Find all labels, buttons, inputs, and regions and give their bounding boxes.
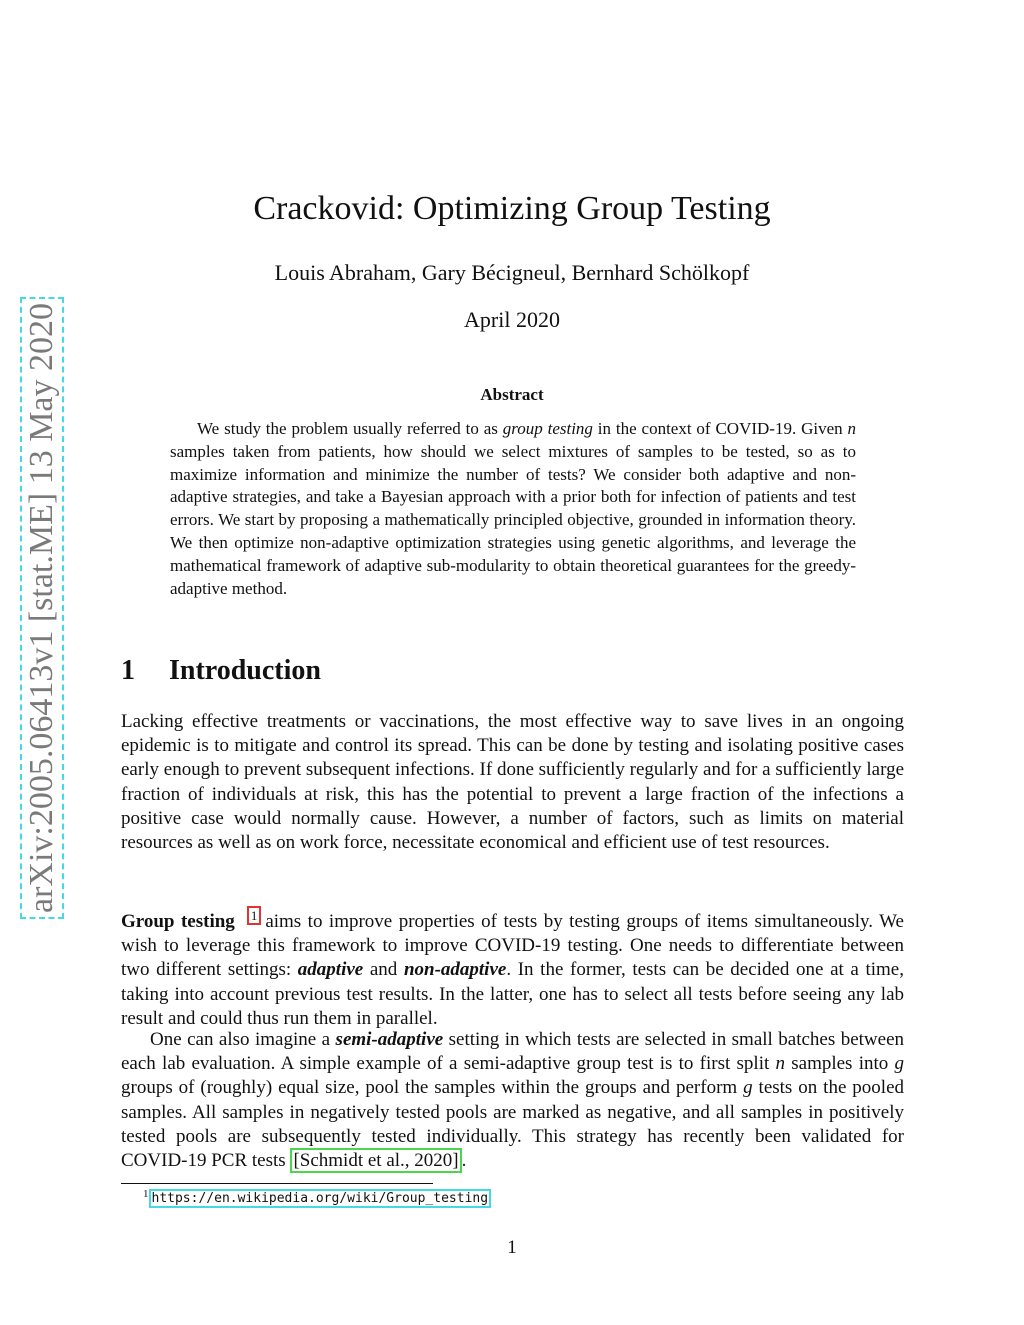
paragraph-text: and [363,959,404,981]
paragraph-text: samples into [785,1053,895,1075]
section-number: 1 [121,655,135,686]
paragraph-text: aims to improve properties of tests by testing groups of items simultaneously. We wish to leverage this framework to improve COVID-19 testing. One needs to differentiate between two different settings: [121,911,904,981]
semi-adaptive-paragraph [121,1028,904,1173]
section-heading [121,655,321,687]
footnote-divider [121,1183,433,1184]
paper-authors: Louis Abraham, Gary Bécigneul, Bernhard Schölkopf [274,260,750,285]
abstract-text-part: samples taken from patients, how should we select mixtures of samples to be tested, so as to maximize information and minimize the number of tests? We consider both adaptive and non-adaptive strategies, and take a Bayesian approach with a prior both for infection of patients and test errors. We start by proposing a mathematically principled objective, grounded in information theory. We then optimize non-adaptive optimization strategies using genetic algorithms, and leverage the mathematical framework of adaptive sub-modularity to obtain theoretical guarantees for the greedy-adaptive method. [170,441,856,598]
abstract-heading: Abstract [480,385,544,404]
paper-date: April 2020 [464,307,560,332]
footnote [143,1188,491,1206]
term-non-adaptive: non-adaptive [403,959,507,981]
abstract-text [170,418,856,600]
paragraph-text: . [461,1150,467,1172]
footnote-link[interactable]: 1 [247,906,262,925]
abstract-text-part: We study the problem usually referred to as [197,419,503,438]
abstract-term-group-testing: group testing [502,419,593,438]
arxiv-identifier[interactable]: arXiv:2005.06413v1 [stat.ME] 13 May 2020 [23,302,61,914]
section-title: Introduction [169,655,321,686]
group-testing-paragraph [121,906,904,1031]
var-g: g [894,1053,904,1075]
paragraph-text: groups of (roughly) equal size, pool the samples within the groups and perform [121,1077,744,1099]
footnote-url-link[interactable]: https://en.wikipedia.org/wiki/Group_testing [149,1189,492,1208]
citation-link[interactable]: [Schmidt et al., 2020] [290,1148,461,1173]
paragraph-text: One can also imagine a [150,1029,336,1050]
paragraph-text: . In the former, tests can be decided one at a time, taking into account previous test results. In the latter, one has to select all tests before seeing any lab result and could thus run them in parallel. [121,959,904,1029]
intro-paragraph: Lacking effective treatments or vaccinations, the most effective way to save lives in an ongoing epidemic is to mitigate and control its spread. This can be done by testing and isolating positive cases early enough to prevent subsequent infections. If done sufficiently regularly and for a sufficiently large fraction of individuals at risk, this has the potential to prevent a large fraction of the infections a positive case would normally cause. However, a number of factors, such as limits on material resources as well as on work force, necessitate economical and efficient use of test resources. [121,711,904,854]
term-semi-adaptive: semi-adaptive [335,1029,444,1050]
paragraph-text: tests on the pooled samples. All samples in negatively tested pools are marked as negative, and all samples in positively tested pools are subsequently tested individually. This strategy has recently been validated for COVID-19 PCR tests [121,1077,905,1172]
var-n: n [775,1053,785,1075]
footnote-number: 1 [143,1188,149,1200]
abstract-var-n: n [847,419,856,438]
var-g: g [743,1077,753,1099]
paper-title: Crackovid: Optimizing Group Testing [253,190,771,227]
term-adaptive: adaptive [297,959,364,981]
abstract-text-part: in the context of COVID-19. Given [592,419,848,438]
group-testing-heading: Group testing [121,911,235,932]
page-number: 1 [507,1237,517,1258]
paragraph-text: setting in which tests are selected in small batches between each lab evaluation. A simple example of a semi-adaptive group test is to first split [121,1029,904,1075]
